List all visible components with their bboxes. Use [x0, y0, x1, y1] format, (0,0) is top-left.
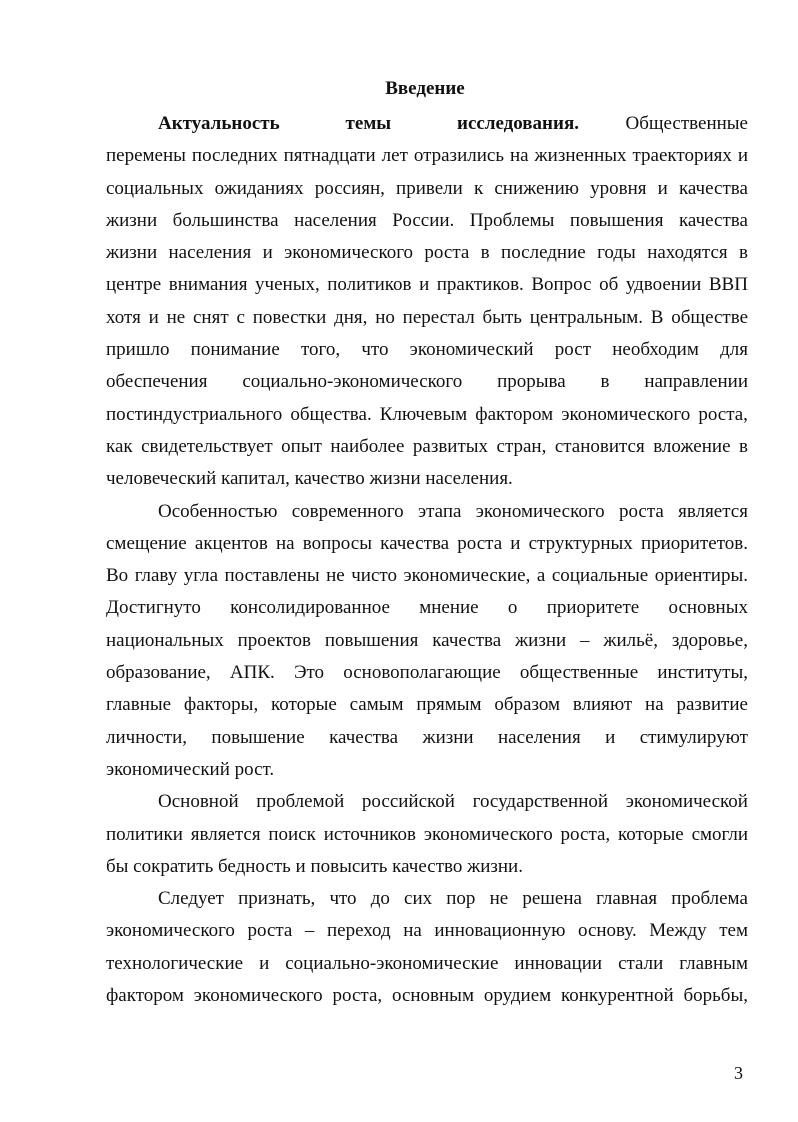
word: стали — [618, 952, 664, 974]
word: инновации — [514, 952, 603, 974]
word: личности, — [106, 726, 188, 748]
word: к — [473, 177, 484, 199]
word: источников — [323, 823, 416, 845]
text-line — [106, 366, 748, 398]
word: экономической — [625, 791, 748, 813]
word: хотя — [106, 306, 141, 328]
word: Ключевым — [379, 403, 468, 425]
word: Это — [293, 662, 325, 684]
word: здоровье, — [671, 629, 748, 651]
word: которые — [271, 694, 337, 716]
word: роста — [247, 920, 293, 942]
text-line — [106, 625, 748, 657]
word: Проблемы — [469, 209, 555, 231]
word: проблема — [671, 888, 748, 910]
word: жизни — [422, 726, 474, 748]
word: ориентиры. — [654, 565, 748, 587]
word: политиков — [327, 274, 412, 296]
word: и — [737, 145, 748, 167]
text-line — [106, 140, 748, 172]
word: последних — [191, 145, 278, 167]
word: населения — [168, 242, 252, 264]
word: факторы, — [183, 694, 259, 716]
word: российской — [361, 791, 455, 813]
text-line — [106, 173, 748, 205]
text-line — [106, 205, 748, 237]
word: повестки — [252, 306, 327, 328]
word: роста, — [560, 823, 611, 845]
word: в — [480, 242, 490, 264]
word: об — [599, 274, 619, 296]
word: опыт — [281, 435, 322, 457]
word: проектов — [237, 629, 311, 651]
word: свидетельствует — [141, 435, 273, 457]
text-line — [106, 399, 748, 431]
word: центре — [106, 274, 162, 296]
word: жизни — [515, 629, 567, 651]
word: мнение — [419, 597, 479, 619]
word: смогли — [691, 823, 748, 845]
paragraph-relevance — [106, 108, 748, 496]
document-body — [106, 108, 748, 1012]
word: проблемой — [256, 791, 345, 813]
word: технологические — [106, 952, 244, 974]
lead-heading — [158, 108, 579, 140]
word: основополагающие — [343, 662, 501, 684]
word: находятся — [647, 242, 728, 264]
word: экономического — [193, 985, 323, 1007]
word: образом — [494, 694, 561, 716]
word: Между — [649, 920, 707, 942]
word: экономического — [561, 403, 691, 425]
word: главные — [106, 694, 172, 716]
word: уровня — [590, 177, 647, 199]
word: перестал — [402, 306, 475, 328]
text-line — [106, 948, 748, 980]
text-line: экономический рост. — [106, 758, 275, 780]
word: практиков. — [436, 274, 524, 296]
word: развитие — [676, 694, 748, 716]
word: государственной — [472, 791, 609, 813]
word: внимания — [168, 274, 248, 296]
lead-word: темы — [345, 113, 392, 134]
word: ожиданиях — [214, 177, 304, 199]
word: жильё, — [603, 629, 658, 651]
word: общества. — [290, 403, 372, 425]
word: центральным. — [529, 306, 643, 328]
word: самым — [349, 694, 404, 716]
paragraph-main-problem — [106, 786, 748, 883]
word: экономического — [284, 242, 414, 264]
word: прямым — [416, 694, 482, 716]
word: отразились — [413, 145, 504, 167]
text-line — [106, 496, 748, 528]
text-line — [106, 980, 748, 1012]
word: В — [650, 306, 664, 328]
text-line — [106, 722, 748, 754]
text-line — [106, 334, 748, 366]
word: лет — [381, 145, 408, 167]
word: экономического — [423, 823, 553, 845]
word: и — [510, 532, 521, 554]
text-line-tail: Общественные — [625, 113, 748, 134]
text-line — [106, 302, 748, 334]
word: привели — [396, 177, 463, 199]
word: повышения — [569, 209, 664, 231]
word: орудием — [483, 985, 552, 1007]
word: а — [536, 565, 546, 587]
text-line: человеческий капитал, качество жизни населения. — [106, 468, 513, 490]
word: постиндустриального — [106, 403, 283, 425]
word: и — [605, 726, 616, 748]
word: с — [236, 306, 245, 328]
word: роста — [457, 532, 503, 554]
word: качества — [329, 726, 399, 748]
word: и — [262, 242, 273, 264]
word: что — [329, 888, 357, 910]
word: качества — [678, 209, 748, 231]
word: Вопрос — [531, 274, 592, 296]
word: рост — [554, 339, 591, 361]
word: Основной — [158, 791, 239, 813]
word: сих — [404, 888, 433, 910]
word: фактором — [475, 403, 554, 425]
word: пришло — [106, 339, 170, 361]
word: экономические, — [403, 565, 531, 587]
word: пор — [446, 888, 476, 910]
word: роста, — [332, 985, 383, 1007]
word: чисто — [351, 565, 397, 587]
word: роста — [618, 500, 664, 522]
word: инновационную — [434, 920, 566, 942]
word: социальные — [551, 565, 649, 587]
word: переход — [326, 920, 391, 942]
word: Достигнуто — [106, 597, 201, 619]
word: России. — [392, 209, 455, 231]
word: на — [276, 532, 295, 554]
word: быть — [482, 306, 522, 328]
word: прорыва — [497, 371, 566, 393]
text-line — [106, 819, 748, 851]
text-line — [106, 528, 748, 560]
word: понимание — [190, 339, 280, 361]
word: удвоении — [625, 274, 702, 296]
word: качества — [432, 629, 502, 651]
word: угла — [183, 565, 219, 587]
word: жизненных — [534, 145, 627, 167]
word: основных — [668, 597, 748, 619]
word: и — [657, 177, 668, 199]
text-line — [106, 431, 748, 463]
word: АПК. — [229, 662, 275, 684]
word: социально-экономического — [242, 371, 463, 393]
word: роста — [424, 242, 470, 264]
word: стимулируют — [639, 726, 748, 748]
word: в — [738, 435, 748, 457]
word: тем — [719, 920, 748, 942]
word: Особенностью — [158, 500, 278, 522]
word: не — [326, 565, 345, 587]
text-line — [106, 915, 748, 947]
word: решена — [522, 888, 582, 910]
word: годы — [597, 242, 636, 264]
lead-word: Актуальность — [158, 113, 280, 134]
word: этапа — [417, 500, 462, 522]
text-line — [106, 592, 748, 624]
word: приоритете — [546, 597, 640, 619]
word: в — [600, 371, 610, 393]
word: траекториях — [632, 145, 732, 167]
word: признать, — [238, 888, 316, 910]
word: до — [370, 888, 390, 910]
word: что — [361, 339, 389, 361]
word: социальных — [106, 177, 204, 199]
word: смещение — [106, 532, 187, 554]
word: является — [190, 823, 261, 845]
word: вложение — [653, 435, 731, 457]
word: в — [739, 242, 748, 264]
word: основным — [391, 985, 474, 1007]
word: роста, — [698, 403, 748, 425]
word: и — [148, 306, 159, 328]
word: главная — [596, 888, 658, 910]
word: но — [375, 306, 395, 328]
word: о — [507, 597, 518, 619]
word: и — [259, 952, 270, 974]
text-line — [106, 689, 748, 721]
word: борьбы, — [683, 985, 748, 1007]
word: конкурентной — [561, 985, 674, 1007]
word: акцентов — [194, 532, 268, 554]
text-line: бы сократить бедность и повысить качество жизни. — [106, 855, 523, 877]
word: повышения — [324, 629, 419, 651]
text-line — [106, 269, 748, 301]
lead-word: исследования. — [457, 113, 579, 134]
paragraph-growth-features — [106, 496, 748, 787]
text-line — [106, 560, 748, 592]
text-line — [106, 108, 748, 140]
word: не — [489, 888, 509, 910]
word: институты, — [657, 662, 748, 684]
word: на — [509, 145, 529, 167]
word: Следует — [158, 888, 224, 910]
word: современного — [291, 500, 404, 522]
word: – — [304, 920, 315, 942]
word: дня, — [334, 306, 368, 328]
word: национальных — [106, 629, 224, 651]
word: снижению — [494, 177, 579, 199]
word: политики — [106, 823, 183, 845]
word: пятнадцати — [283, 145, 376, 167]
text-line — [106, 786, 748, 818]
word: и — [419, 274, 430, 296]
word: влияют — [572, 694, 633, 716]
word: вопросы — [302, 532, 372, 554]
word: повышение — [211, 726, 305, 748]
word: социально-экономические — [285, 952, 499, 974]
word: Во — [106, 565, 129, 587]
text-line — [106, 883, 748, 915]
word: экономического — [475, 500, 605, 522]
word: населения — [294, 209, 377, 231]
text-line — [106, 237, 748, 269]
word: ученых, — [255, 274, 320, 296]
word: основу. — [577, 920, 637, 942]
word: ВВП — [708, 274, 748, 296]
word: поиск — [268, 823, 316, 845]
word: на — [645, 694, 664, 716]
word: которые — [617, 823, 684, 845]
word: экономический — [409, 339, 534, 361]
word: консолидированное — [230, 597, 390, 619]
word: главу — [134, 565, 178, 587]
word: россиян, — [314, 177, 385, 199]
word: направлении — [644, 371, 748, 393]
word: на — [403, 920, 422, 942]
word: снят — [193, 306, 229, 328]
word: перемены — [106, 145, 186, 167]
word: обеспечения — [106, 371, 208, 393]
word: приоритетов. — [640, 532, 748, 554]
word: экономического — [106, 920, 235, 942]
word: становится — [554, 435, 645, 457]
word: структурных — [528, 532, 633, 554]
word: обществе — [671, 306, 748, 328]
word: развитых — [412, 435, 489, 457]
word: жизни — [106, 209, 158, 231]
word: последние — [501, 242, 586, 264]
word: того, — [301, 339, 341, 361]
word: главным — [679, 952, 748, 974]
word: наиболее — [330, 435, 405, 457]
page-number: 3 — [734, 1063, 743, 1083]
word: качества — [380, 532, 450, 554]
word: является — [678, 500, 748, 522]
text-line — [106, 657, 748, 689]
word: населения — [498, 726, 581, 748]
word: необходим — [612, 339, 699, 361]
word: фактором — [106, 985, 184, 1007]
word: жизни — [106, 242, 158, 264]
word: образование, — [106, 662, 211, 684]
word: качества — [678, 177, 748, 199]
word: не — [166, 306, 186, 328]
word: большинства — [172, 209, 279, 231]
word: – — [580, 629, 590, 651]
word: общественные — [519, 662, 639, 684]
word: как — [106, 435, 133, 457]
word: поставлены — [224, 565, 320, 587]
word: стран, — [496, 435, 547, 457]
page-title: Введение — [385, 78, 465, 99]
paragraph-innovation — [106, 883, 748, 1012]
word: для — [720, 339, 748, 361]
